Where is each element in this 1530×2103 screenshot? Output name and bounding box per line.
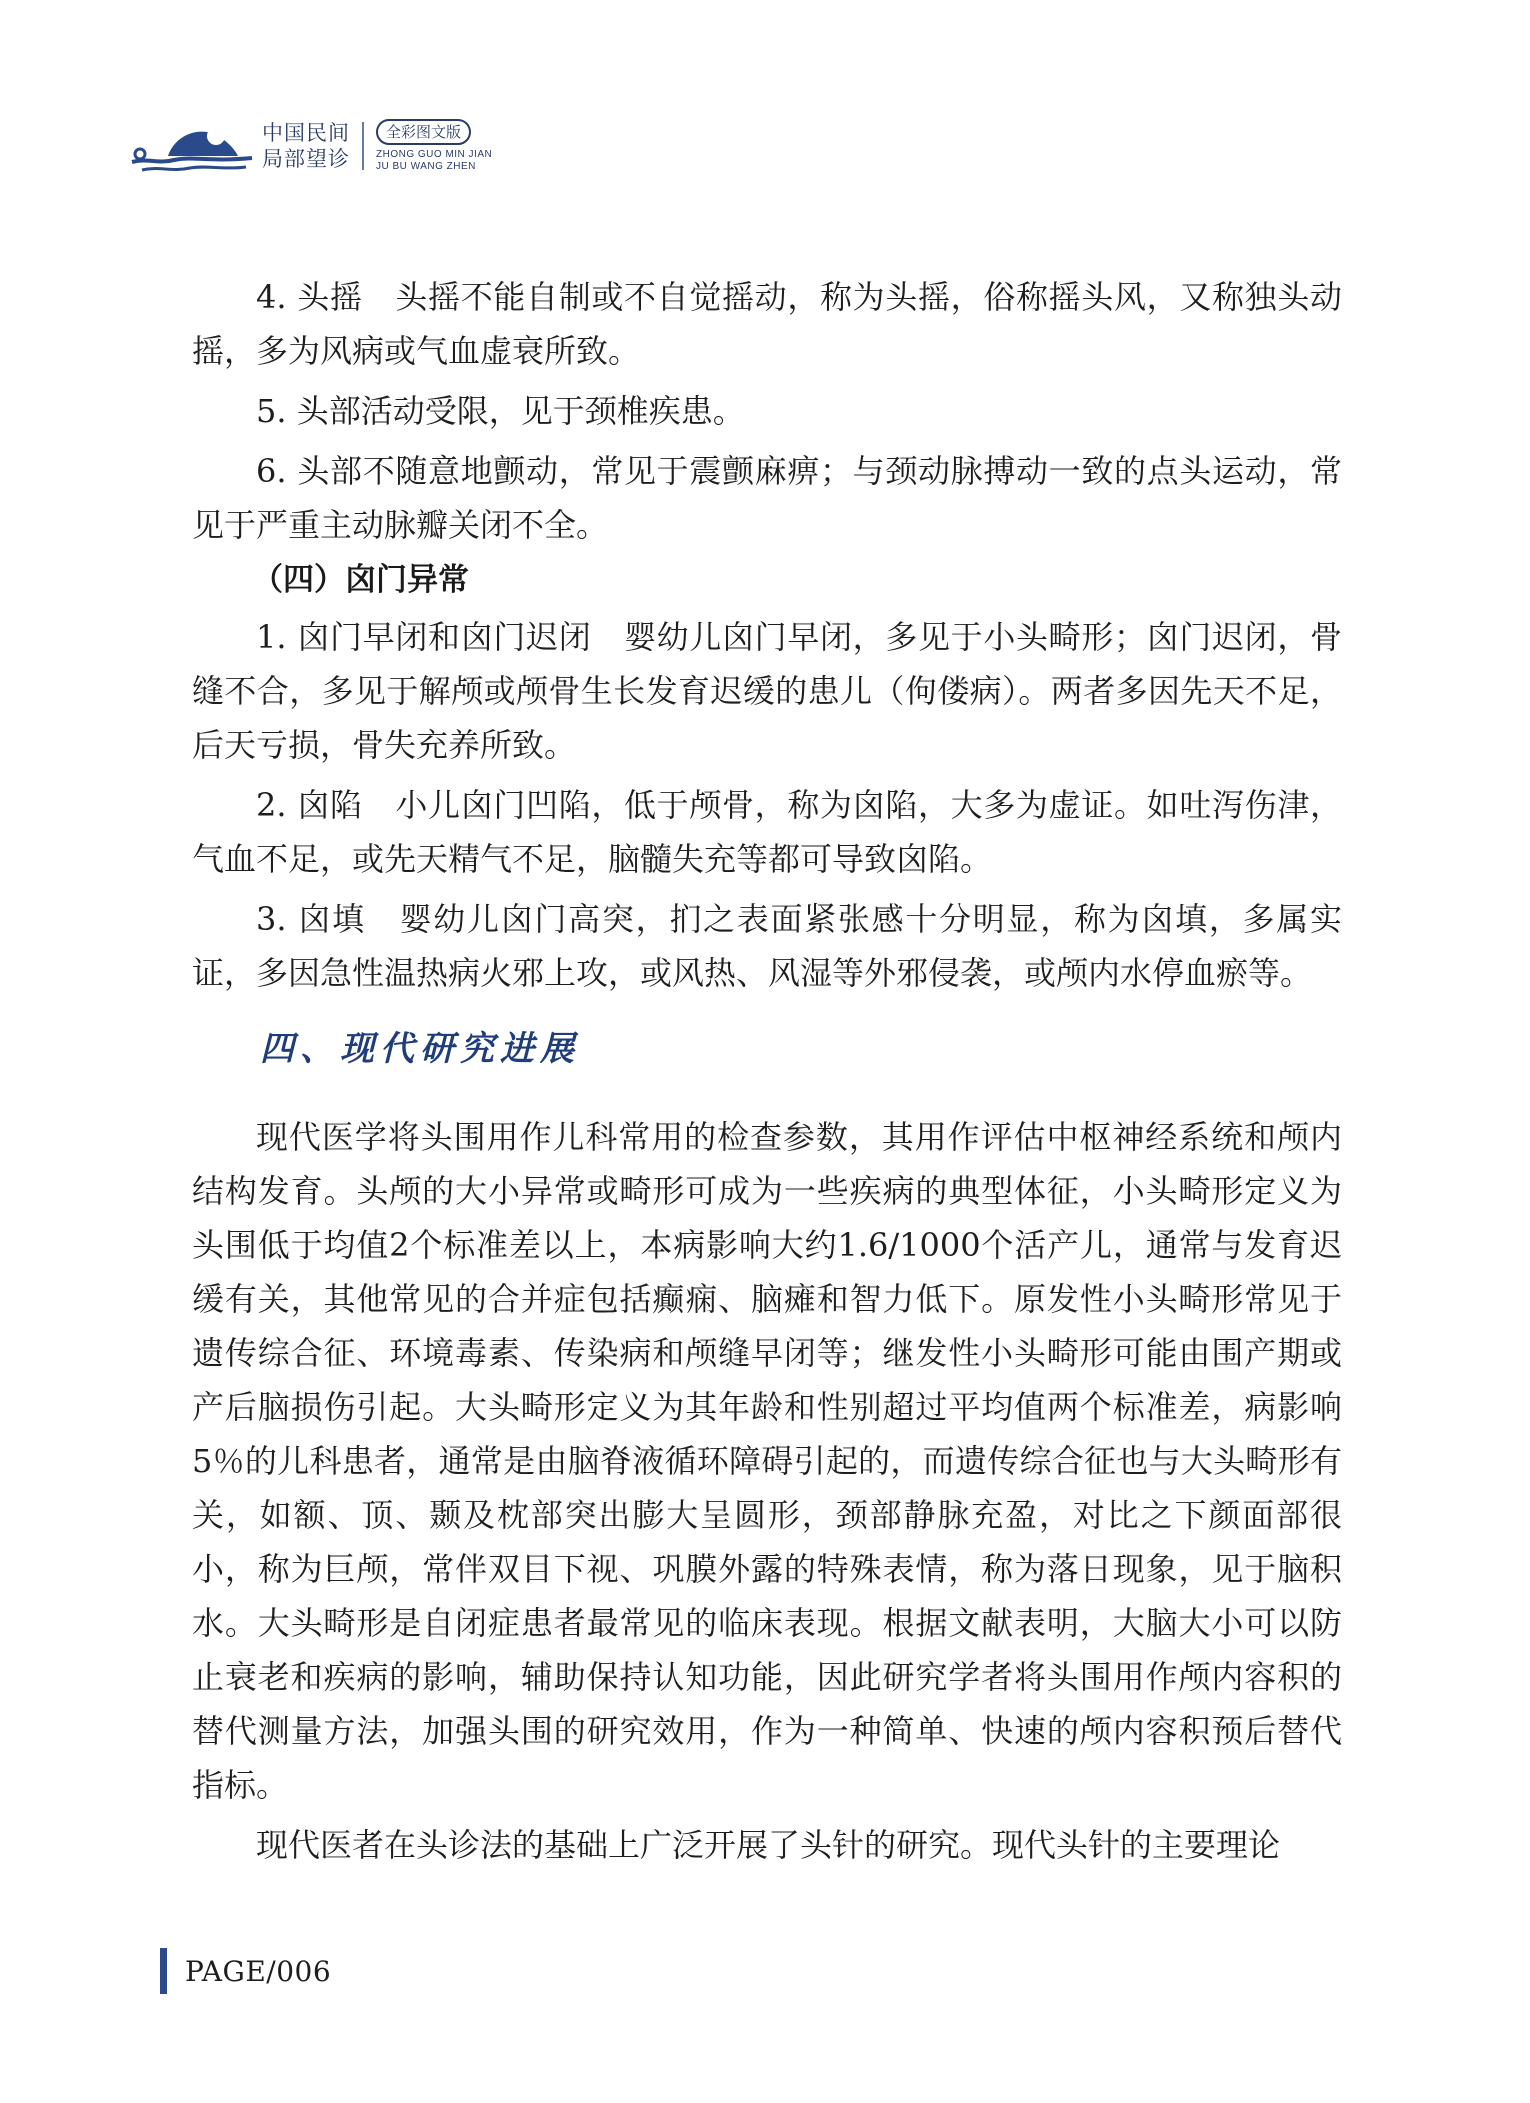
paragraph-fontanel-closure: 1. 囟门早闭和囟门迟闭 婴幼儿囟门早闭，多见于小头畸形；囟门迟闭，骨缝不合，多见于解颅或颅骨生长发育迟缓的患儿（佝偻病）。两者多因先天不足，后天亏损，骨失充养所致。	[192, 618, 1342, 764]
sub-heading-fontanel: （四）囟门异常	[252, 562, 469, 598]
page-header	[128, 118, 492, 174]
footer-accent-bar	[160, 1948, 167, 1994]
book-title-line2: 局部望诊	[262, 147, 350, 171]
pinyin-line1: ZHONG GUO MIN JIAN	[376, 149, 493, 160]
paragraph-head-circumference: 现代医学将头围用作儿科常用的检查参数，其用作评估中枢神经系统和颅内结构发育。头颅的大小异常或畸形可成为一些疾病的典型体征，小头畸形定义为头围低于均值2个标准差以上，本病影响大约1.6/1000个活产儿，通常与发育迟缓有关，其他常见的合并症包括癫痫、脑瘫和智力低下。原发性小头畸形常见于遗传综合征、环境毒素、传染病和颅缝早闭等；继发性小头畸形可能由围产期或产后脑损伤引起。大头畸形定义为其年龄和性别超过平均值两个标准差，病影响5％的儿科患者，通常是由脑脊液循环障碍引起的，而遗传综合征也与大头畸形有关，如额、顶、颞及枕部突出膨大呈圆形，颈部静脉充盈，对比之下颜面部很小，称为巨颅，常伴双目下视、巩膜外露的特殊表情，称为落日现象，见于脑积水。大头畸形是自闭症患者最常见的临床表现。根据文献表明，大脑大小可以防止衰老和疾病的影响，辅助保持认知功能，因此研究学者将头围用作颅内容积的替代测量方法，加强头围的研究效用，作为一种简单、快速的颅内容积预后替代指标。	[192, 1118, 1342, 1804]
book-title	[262, 120, 350, 172]
page-content	[192, 270, 1342, 1872]
pinyin-line2: JU BU WANG ZHEN	[376, 161, 476, 172]
paragraph-fontanel-depression: 2. 囟陷 小儿囟门凹陷，低于颅骨，称为囟陷，大多为虚证。如吐泻伤津，气血不足，或先天精气不足，脑髓失充等都可导致囟陷。	[192, 786, 1342, 878]
edition-badge: 全彩图文版	[376, 119, 471, 145]
header-divider	[362, 122, 364, 170]
edition-block	[376, 119, 492, 173]
page-number: PAGE/006	[185, 1954, 332, 1988]
mountain-cloud-logo-icon	[128, 118, 256, 174]
book-title-line1: 中国民间	[262, 121, 350, 145]
paragraph-head-shaking: 4. 头摇 头摇不能自制或不自觉摇动，称为头摇，俗称摇头风，又称独头动摇，多为风病或气血虚衰所致。	[192, 278, 1342, 370]
page-footer	[160, 1948, 331, 1994]
paragraph-fontanel-bulging: 3. 囟填 婴幼儿囟门高突，扪之表面紧张感十分明显，称为囟填，多属实证，多因急性温热病火邪上攻，或风热、风湿等外邪侵袭，或颅内水停血瘀等。	[192, 900, 1342, 992]
section-heading-modern-research: 四、现代研究进展	[260, 1029, 580, 1069]
paragraph-involuntary-tremor: 6. 头部不随意地颤动，常见于震颤麻痹；与颈动脉搏动一致的点头运动，常见于严重主动脉瓣关闭不全。	[192, 452, 1342, 544]
paragraph-scalp-acupuncture: 现代医者在头诊法的基础上广泛开展了头针的研究。现代头针的主要理论	[256, 1826, 1281, 1864]
paragraph-limited-movement: 5. 头部活动受限，见于颈椎疾患。	[256, 392, 745, 430]
